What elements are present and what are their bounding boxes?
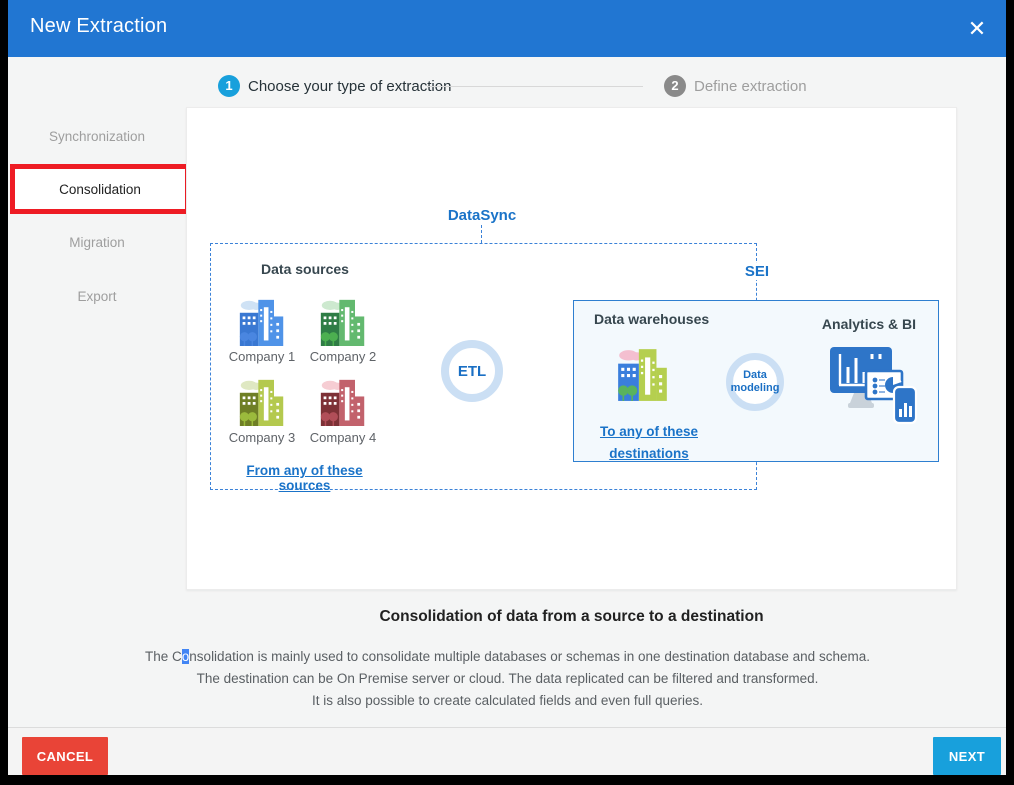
sidebar-item-export[interactable]: Export [77,289,117,304]
to-any-destinations-line1: To any of these [599,424,698,439]
to-any-destinations-line2: destinations [609,446,689,461]
analytics-bi-icon [828,345,920,427]
data-modeling-badge [726,353,784,411]
sidebar-item-synchronization[interactable]: Synchronization [48,129,146,144]
sidebar-item-consolidation-selected[interactable]: Consolidation [10,164,190,214]
description-line1: The Consolidation is mainly used to consolidate multiple databases or schemas in one destination database and schema. [145,649,870,664]
description-line3: It is also possible to create calculated fields and even full queries. [312,693,703,708]
step-2-label: Define extraction [694,78,807,95]
sei-label: SEI [740,263,774,280]
description-paragraph [50,646,965,712]
next-button[interactable]: NEXT [933,737,1001,775]
cancel-button[interactable]: CANCEL [22,737,108,775]
description-line2: The destination can be On Premise server or cloud. The data replicated can be filtered and transformed. [196,671,819,686]
step-1-label: Choose your type of extraction [248,78,452,95]
sidebar-item-migration[interactable]: Migration [69,235,125,250]
new-extraction-dialog [8,0,1006,775]
diagram-card [186,107,957,590]
close-icon[interactable]: ✕ [967,16,987,41]
text-selection-highlight: o [181,649,190,664]
dialog-titlebar [8,0,1006,57]
warehouse-building-icon [614,343,672,405]
analytics-bi-title: Analytics & BI [821,316,917,332]
datasync-label: DataSync [442,207,522,224]
company-4-label: Company 4 [309,430,377,445]
from-any-sources-link[interactable]: From any of these sources [246,463,363,493]
company-3-building-icon [236,378,288,426]
etl-badge [441,340,503,402]
step-1-circle: 1 [218,75,240,97]
company-1-label: Company 1 [228,349,296,364]
stepper-connector [427,86,643,87]
data-warehouses-title: Data warehouses [594,311,710,327]
dialog-footer [8,727,1006,775]
data-sources-title: Data sources [261,261,349,277]
company-2-label: Company 2 [309,349,377,364]
data-modeling-line1: Data [743,369,767,381]
description-heading: Consolidation of data from a source to a destination [379,608,764,625]
company-4-building-icon [317,378,369,426]
step-2-circle: 2 [664,75,686,97]
sei-box [573,300,939,462]
datasync-connector-line [481,225,482,243]
dialog-title: New Extraction [30,15,168,37]
etl-label: ETL [457,362,487,380]
wizard-stepper [8,57,1006,107]
company-1-building-icon [236,298,288,346]
data-modeling-line2: modeling [730,382,780,394]
company-2-building-icon [317,298,369,346]
to-any-destinations-link[interactable] [574,421,724,465]
company-3-label: Company 3 [228,430,296,445]
